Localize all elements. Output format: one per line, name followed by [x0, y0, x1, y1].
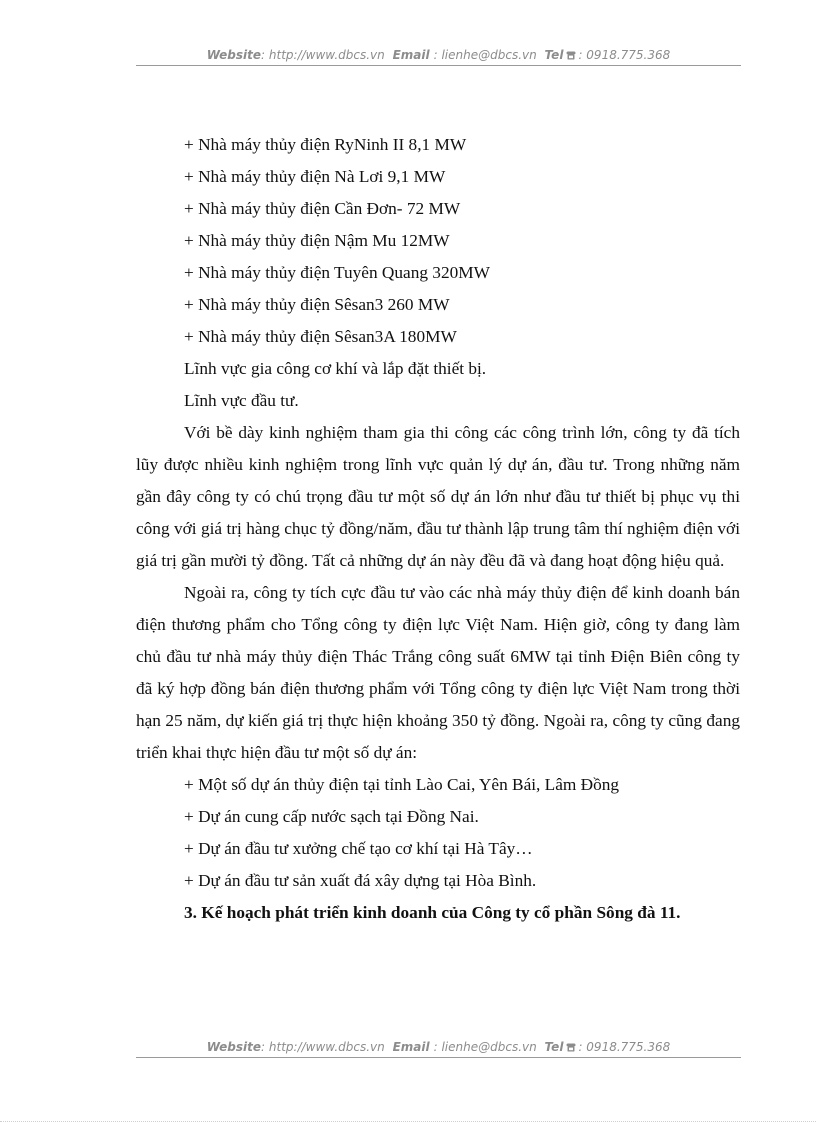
- header-tel-value: : 0918.775.368: [578, 48, 671, 62]
- plant-item: + Nhà máy thủy điện Nà Lơi 9,1 MW: [184, 167, 446, 186]
- section-heading: 3. Kế hoạch phát triển kinh doanh của Công ty cổ phần Sông đà 11.: [184, 903, 681, 922]
- field-investment: Lĩnh vực đầu tư.: [184, 391, 299, 410]
- footer-email-link[interactable]: : lienhe@dbcs.vn: [433, 1040, 537, 1054]
- paragraph-hydro-investment: Ngoài ra, công ty tích cực đầu tư vào các nhà máy thủy điện để kinh doanh bán điện thương phẩm cho Tổng công ty điện lực Việt Nam. Hiện giờ, công ty đang làm chủ đầu tư nhà máy thủy điện Thác Trắng công suất 6MW tại tỉnh Điện Biên công ty đã ký hợp đồng bán điện thương phẩm với Tổng công ty điện lực Việt Nam trong thời hạn 25 năm, dự kiến giá trị thực hiện khoảng 350 tỷ đồng. Ngoài ra, công ty cũng đang triển khai thực hiện đầu tư một số dự án:: [136, 583, 740, 762]
- header-email-link[interactable]: : lienhe@dbcs.vn: [433, 48, 537, 62]
- paragraph-experience: Với bề dày kinh nghiệm tham gia thi công các công trình lớn, công ty đã tích lũy được nhiều kinh nghiệm trong lĩnh vực quản lý dự án, đầu tư. Trong những năm gần đây công ty có chú trọng đầu tư một số dự án lớn như đầu tư thiết bị phục vụ thi công với giá trị hàng chục tỷ đồng/năm, đầu tư thành lập trung tâm thí nghiệm điện với giá trị gần mười tỷ đồng. Tất cả những dự án này đều đã và đang hoạt động hiệu quả.: [136, 423, 740, 570]
- header-website-label: Website: [206, 48, 262, 62]
- header-website-link[interactable]: : http://www.dbcs.vn: [261, 48, 385, 62]
- plant-item: + Nhà máy thủy điện Tuyên Quang 320MW: [184, 263, 490, 282]
- project-item: + Dự án đầu tư sản xuất đá xây dựng tại Hòa Bình.: [184, 871, 537, 890]
- project-item: + Một số dự án thủy điện tại tỉnh Lào Cai, Yên Bái, Lâm Đồng: [184, 775, 620, 794]
- plant-item: + Nhà máy thủy điện Sêsan3A 180MW: [184, 327, 457, 346]
- page-edge-divider: [0, 1121, 816, 1122]
- footer-website-label: Website: [206, 1040, 262, 1054]
- project-item: + Dự án cung cấp nước sạch tại Đồng Nai.: [184, 807, 479, 826]
- page-footer: [136, 1039, 741, 1058]
- field-mechanical: Lĩnh vực gia công cơ khí và lắp đặt thiết bị.: [184, 359, 487, 378]
- phone-icon: [566, 1043, 576, 1052]
- footer-email-label: Email: [392, 1040, 430, 1054]
- phone-icon: [566, 51, 576, 60]
- footer-tel-value: : 0918.775.368: [578, 1040, 671, 1054]
- plant-item: + Nhà máy thủy điện RyNinh II 8,1 MW: [184, 135, 467, 154]
- header-tel-label: Tel: [544, 48, 564, 62]
- plant-item: + Nhà máy thủy điện Cần Đơn- 72 MW: [184, 199, 461, 218]
- plant-item: + Nhà máy thủy điện Sêsan3 260 MW: [184, 295, 450, 314]
- plant-item: + Nhà máy thủy điện Nậm Mu 12MW: [184, 231, 450, 250]
- footer-website-link[interactable]: : http://www.dbcs.vn: [261, 1040, 385, 1054]
- footer-tel-label: Tel: [544, 1040, 564, 1054]
- project-item: + Dự án đầu tư xưởng chế tạo cơ khí tại Hà Tây…: [184, 839, 533, 858]
- document-body: [136, 129, 740, 929]
- header-email-label: Email: [392, 48, 430, 62]
- page-header: [136, 47, 741, 66]
